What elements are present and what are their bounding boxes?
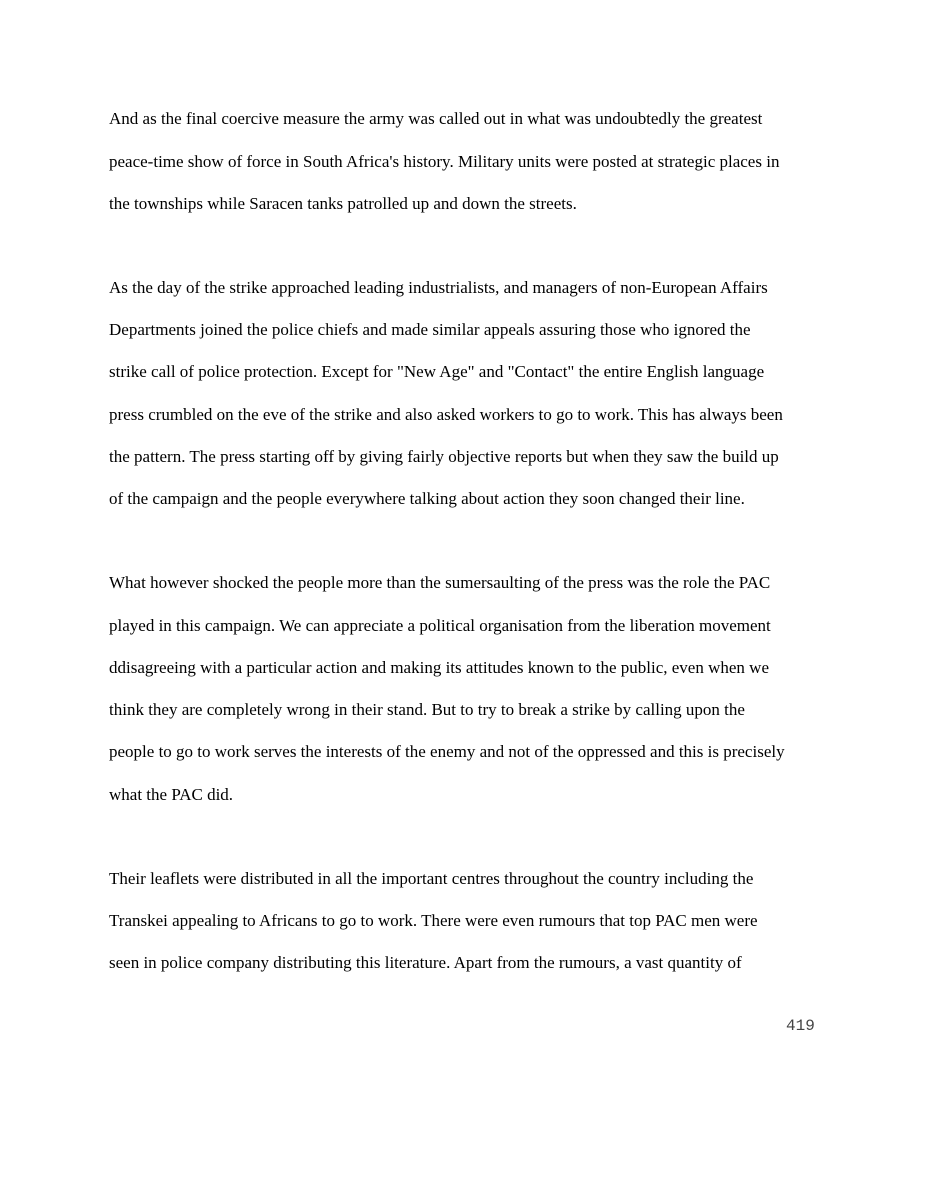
text-line: strike call of police protection. Except for "New Age" and "Contact" the entire English language <box>109 362 765 381</box>
page-number: 419 <box>786 1017 815 1035</box>
text-line: what the PAC did. <box>109 785 234 804</box>
text-line: think they are completely wrong in their stand. But to try to break a strike by calling upon the <box>109 700 745 719</box>
text-line: seen in police company distributing this literature. Apart from the rumours, a vast quantity of <box>109 953 742 972</box>
text-line: What however shocked the people more than the sumersaulting of the press was the role the PAC <box>109 573 771 592</box>
text-line: peace-time show of force in South Africa's history. Military units were posted at strategic places in <box>109 152 780 171</box>
text-line: of the campaign and the people everywhere talking about action they soon changed their line. <box>109 489 745 508</box>
text-line: people to go to work serves the interests of the enemy and not of the oppressed and this is precisely <box>109 742 785 761</box>
text-line: Departments joined the police chiefs and made similar appeals assuring those who ignored the <box>109 320 751 339</box>
text-line: the pattern. The press starting off by giving fairly objective reports but when they saw the build up <box>109 447 779 466</box>
text-line: ddisagreeing with a particular action and making its attitudes known to the public, even when we <box>109 658 769 677</box>
text-line: Transkei appealing to Africans to go to work. There were even rumours that top PAC men were <box>109 911 758 930</box>
text-line: the townships while Saracen tanks patrolled up and down the streets. <box>109 194 577 213</box>
text-line: press crumbled on the eve of the strike and also asked workers to go to work. This has always been <box>109 405 783 424</box>
text-line: played in this campaign. We can appreciate a political organisation from the liberation movement <box>109 616 771 635</box>
text-line: And as the final coercive measure the army was called out in what was undoubtedly the greatest <box>109 109 763 128</box>
text-line: As the day of the strike approached leading industrialists, and managers of non-European Affairs <box>109 278 768 297</box>
text-line: Their leaflets were distributed in all the important centres throughout the country including the <box>109 869 754 888</box>
